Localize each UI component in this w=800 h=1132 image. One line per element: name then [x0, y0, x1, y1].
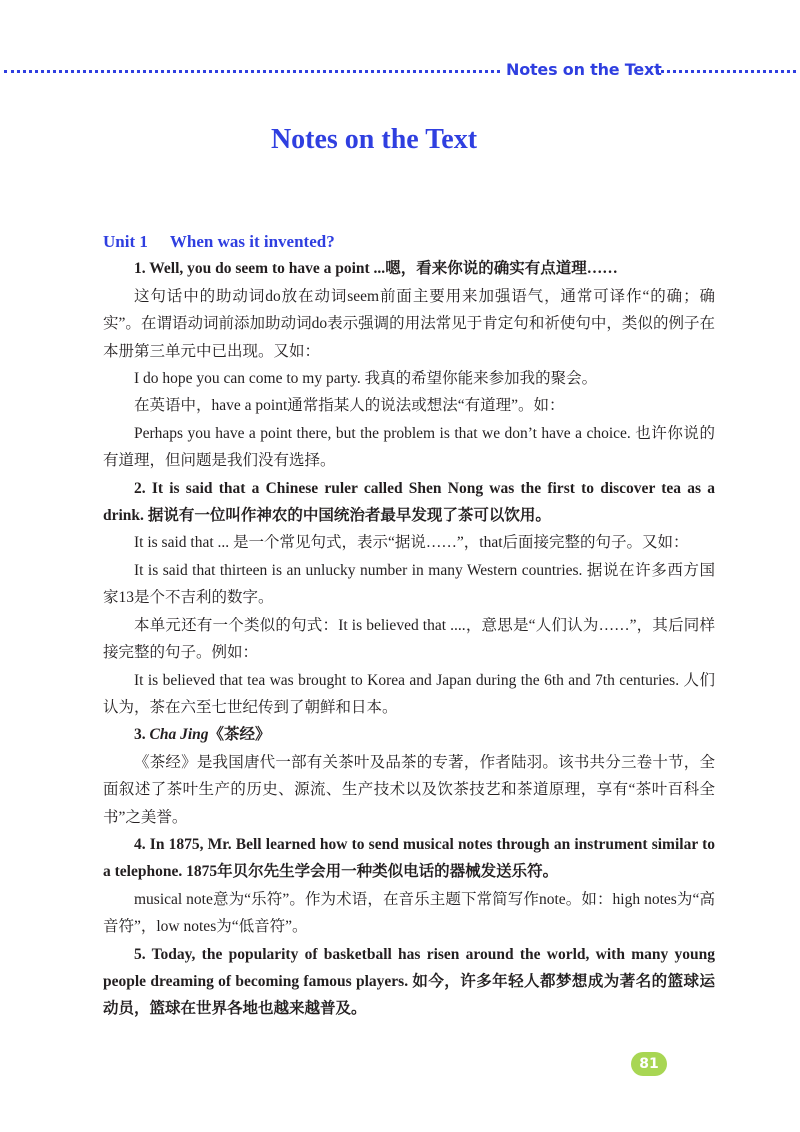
note-heading: [103, 475, 715, 530]
note-heading-zh: 据说有一位叫作神农的中国统治者最早发现了茶可以饮用。: [147, 507, 551, 525]
note-heading-en: Today, the popularity of basketball has risen around the world, with many young people dreaming of becoming famous players.: [103, 945, 715, 990]
note-heading: [103, 831, 715, 886]
page-number-badge: 81: [631, 1052, 667, 1076]
note-example: Perhaps you have a point there, but the problem is that we don’t have a choice. 也许你说的有道理，但问题是我们没有选择。: [103, 424, 715, 470]
running-header-title: Notes on the Text: [506, 60, 662, 79]
note-heading-en: In 1875, Mr. Bell learned how to send musical notes through an instrument similar to a telephone.: [103, 835, 716, 881]
note-heading-zh: 如今，许多年轻人都梦想成为著名的篮球运动员，篮球在世界各地也越来越普及。: [103, 972, 715, 1018]
note-example: It is believed that tea was brought to Korea and Japan during the 6th and 7th centuries. 人们认为，茶在六至七世纪传到了朝鲜和日本。: [103, 671, 715, 716]
running-header: [0, 58, 800, 84]
note-number: 5.: [134, 945, 146, 963]
note-number: 2.: [134, 479, 146, 497]
note-heading-zh: 嗯，看来你说的确实有点道理……: [385, 260, 618, 278]
header-dotted-rule-left: [4, 70, 500, 73]
unit-label: Unit 1: [103, 232, 148, 251]
note-number: 3.: [134, 726, 146, 744]
unit-heading: [103, 228, 715, 255]
note-paragraph: 本单元还有一个类似的句式：It is believed that ....，意思是“人们认为……”，其后同样接完整的句子。例如：: [103, 616, 715, 662]
note-heading-zh: 《茶经》: [208, 726, 271, 744]
page-title: Notes on the Text: [270, 124, 478, 155]
note-heading: [103, 255, 715, 282]
note-example: I do hope you can come to my party. 我真的希望你能来参加我的聚会。: [134, 370, 598, 388]
note-heading-zh: 1875年贝尔先生学会用一种类似电话的器械发送乐符。: [186, 863, 559, 881]
note-example: It is said that thirteen is an unlucky number in many Western countries. 据说在许多西方国家13是个不吉利的数字。: [103, 561, 715, 607]
note-paragraph: 《茶经》是我国唐代一部有关茶叶及品茶的专著，作者陆羽。该书共分三卷十节，全面叙述了茶叶生产的历史、源流、生产技术以及饮茶技艺和茶道原理，享有“茶叶百科全书”之美誉。: [103, 753, 715, 826]
note-paragraph: 这句话中的助动词do放在动词seem前面主要用来加强语气，通常可译作“的确；确实”。在谓语动词前添加助动词do表示强调的用法常见于肯定句和祈使句中，类似的例子在本册第三单元中已出现。又如：: [103, 287, 715, 360]
note-paragraph: musical note意为“乐符”。作为术语，在音乐主题下常简写作note。如：high notes为“高音符”，low notes为“低音符”。: [103, 890, 715, 936]
header-dotted-rule-right: [656, 70, 796, 73]
unit-title: When was it invented?: [169, 232, 335, 251]
note-heading-en: Cha Jing: [149, 726, 209, 744]
note-paragraph: 在英语中，have a point通常指某人的说法或想法“有道理”。如：: [134, 397, 565, 415]
note-heading-en: It is said that a Chinese ruler called Shen Nong was the first to discover tea as a drink.: [103, 479, 716, 525]
note-number: 4.: [134, 835, 146, 853]
note-heading-en: Well, you do seem to have a point ...: [149, 260, 386, 278]
notes-body: [103, 228, 715, 1023]
note-heading: [103, 721, 715, 748]
note-paragraph: It is said that ... 是一个常见句式，表示“据说……”，that后面接完整的句子。又如：: [134, 534, 689, 552]
note-number: 1.: [134, 260, 146, 278]
note-heading: [103, 941, 715, 1023]
